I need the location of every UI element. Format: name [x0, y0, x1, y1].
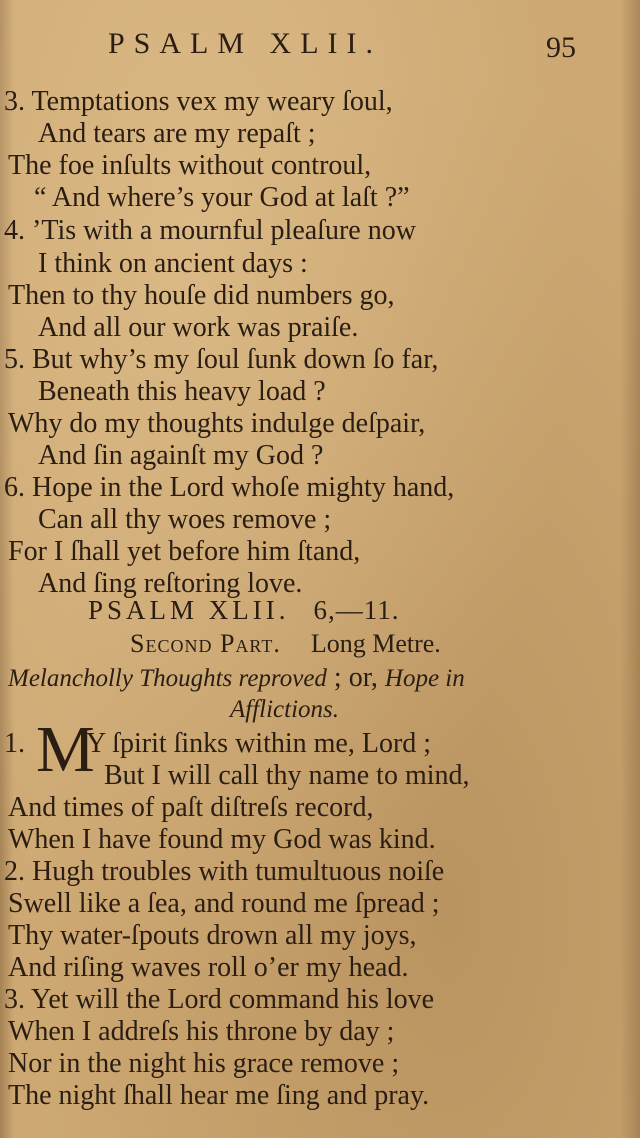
verse-line: 3. Yet will the Lord command his love — [4, 984, 435, 1015]
drop-cap: M — [36, 713, 95, 786]
verse-line: And tears are my repaſt ; — [38, 118, 316, 149]
verse-line: Thy water-ſpouts drown all my joys, — [8, 920, 417, 951]
verse-line: And ſin againſt my God ? — [38, 440, 324, 471]
verse-line: But I will call thy name to mind, — [104, 760, 470, 791]
verse-line: 2. Hugh troubles with tumultuous noiſe — [4, 856, 445, 887]
section-heading — [88, 594, 400, 626]
running-head-title: PSALM XLII. — [108, 27, 383, 60]
metre-label: Long Metre. — [310, 629, 441, 658]
verse-line: And all our work was praiſe. — [38, 312, 359, 343]
verse-line: Swell like a ſea, and round me ſpread ; — [8, 888, 440, 919]
verse-line: The night ſhall hear me ſing and pray. — [8, 1080, 430, 1111]
subtitle-part-b: Hope in — [384, 665, 465, 692]
verse-line: “ And where’s your God at laſt ?” — [34, 182, 410, 213]
verse-line: When I have found my God was kind. — [8, 824, 436, 855]
verse-line: I think on ancient days : — [38, 248, 308, 279]
verse-line: Can all thy woes remove ; — [38, 504, 332, 535]
verse-line: Nor in the night his grace remove ; — [8, 1048, 400, 1079]
verse-line: And times of paſt diſtreſs record, — [8, 792, 374, 823]
subtitle-part-c: Afflictions. — [230, 696, 340, 723]
verse-line: 6. Hope in the Lord whoſe mighty hand, — [4, 472, 455, 503]
page-number: 95 — [546, 31, 576, 64]
section-title: PSALM XLII. — [88, 595, 290, 625]
verse-line: Beneath this heavy load ? — [38, 376, 326, 407]
verse-line: The foe inſults without controul, — [8, 150, 372, 181]
verse-line: 5. But why’s my ſoul ſunk down ſo far, — [4, 344, 439, 375]
verse-line: And ſing reſtoring love. — [38, 568, 303, 599]
subtitle-part-a: Melancholly Thoughts reproved — [8, 665, 327, 692]
part-heading — [130, 628, 441, 660]
verse-line: 4. ’Tis with a mournful pleaſure now — [4, 215, 416, 246]
verse-line: When I addreſs his throne by day ; — [8, 1016, 395, 1047]
verse-line: And riſing waves roll o’er my head. — [8, 952, 409, 983]
verse-line: 3. Temptations vex my weary ſoul, — [4, 86, 393, 117]
verse-line: For I ſhall yet before him ſtand, — [8, 536, 361, 567]
section-verses-ref: 6,—11. — [313, 595, 400, 625]
verse-line: Then to thy houſe did numbers go, — [8, 280, 395, 311]
verse-line: Y ſpirit ſinks within me, Lord ; — [86, 728, 432, 759]
part-label: Second Part. — [130, 629, 281, 658]
verse-number: 1. — [4, 728, 25, 759]
subtitle-separator: ; or, — [333, 662, 378, 693]
verse-line: Why do my thoughts indulge deſpair, — [8, 408, 426, 439]
subtitle-line — [8, 662, 465, 695]
